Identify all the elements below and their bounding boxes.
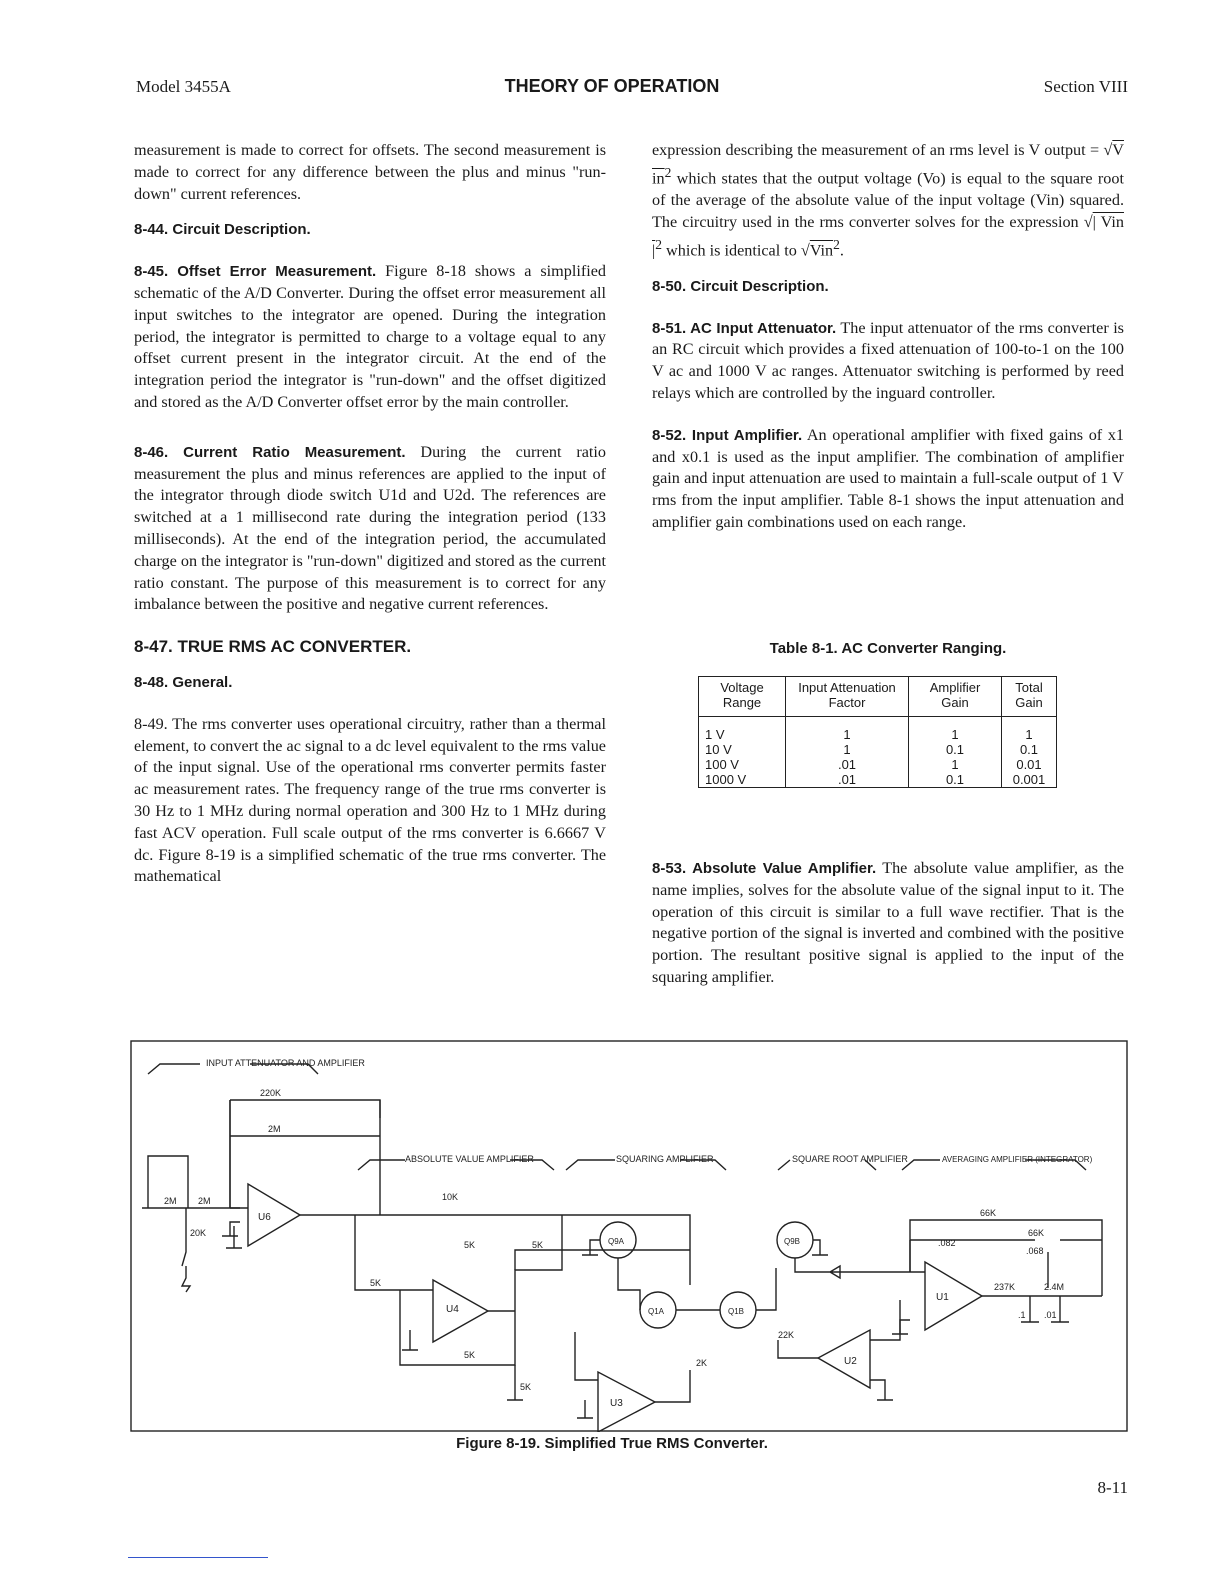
paragraph-expression: expression describing the measurement of an rms level is V output = √V $in^2$ which states that the output voltage (Vo) is equal to the square root of the average of the absolute value of the input voltage (Vin) squared. The circuitry used in the rms converter solves for the expression √| Vin $|^2$ which is identical to √Vin$^2$. xyxy=(652,141,1124,259)
cell: 100 V xyxy=(699,757,786,772)
label-r5k-b: 5K xyxy=(532,1240,544,1250)
table-row xyxy=(699,742,1057,757)
cell: 1 xyxy=(909,757,1002,772)
table-row xyxy=(699,757,1057,772)
cell: .01 xyxy=(786,757,909,772)
block-label-abs: ABSOLUTE VALUE AMPLIFIER xyxy=(405,1154,534,1164)
wire xyxy=(515,1215,562,1311)
ground xyxy=(582,1240,600,1255)
label-q9b: Q9B xyxy=(784,1237,801,1246)
sqrt-term: | Vin | xyxy=(652,212,1124,259)
cell: 1 xyxy=(909,717,1002,743)
header-section: Section VIII xyxy=(1043,77,1128,96)
heading-8-45: 8-45. Offset Error Measurement. xyxy=(134,263,377,281)
label-c068: .068 xyxy=(1026,1246,1044,1256)
table-caption: Table 8-1. AC Converter Ranging. xyxy=(769,640,1007,657)
ground xyxy=(812,1240,828,1255)
left-column xyxy=(134,140,606,888)
header-model: Model 3455A xyxy=(136,77,231,96)
paragraph-text: Figure 8-18 shows a simplified schematic of the A/D Converter. During the offset error measurement all input switches to the integrator are opened. During the integration period, the integrator is permitted to charge to a voltage equal to any offset current present in the integrator circuit. At the end of the integration period the integrator is "run-down" and the offset digitized and stored as the A/D Converter offset error by the main controller. xyxy=(134,262,607,411)
cell: 0.01 xyxy=(1002,757,1057,772)
label-r237k: 237K xyxy=(994,1282,1016,1292)
paragraph: measurement is made to correct for offsets. The second measurement is made to correct for any difference between the plus and minus "run-down" current references. xyxy=(134,141,606,203)
label-u4: U4 xyxy=(446,1304,459,1315)
paragraph-text: which states that the output voltage (Vo) is equal to the square root of the average of the absolute value of the input voltage (Vin) squared. The circuitry used in the rms converter solves for the expression xyxy=(652,169,1124,231)
cell: 1000 V xyxy=(699,772,786,788)
label-r2m-b: 2M xyxy=(198,1196,211,1206)
label-u2: U2 xyxy=(844,1356,857,1367)
paragraph-text: which is identical to xyxy=(662,240,801,259)
heading-8-48: 8-48. General. xyxy=(134,673,233,691)
block-label-input: INPUT ATTENUATOR AND AMPLIFIER xyxy=(206,1058,365,1068)
label-u6: U6 xyxy=(258,1212,271,1223)
right-column-lower xyxy=(652,858,1124,989)
label-r2m-a: 2M xyxy=(164,1196,177,1206)
label-r5k-c: 5K xyxy=(370,1278,382,1288)
label-r66k-a: 66K xyxy=(980,1208,997,1218)
label-r10k: 10K xyxy=(442,1192,459,1202)
label-c1: .1 xyxy=(1018,1310,1026,1320)
wire xyxy=(575,1332,690,1402)
page-number: 8-11 xyxy=(1097,1478,1128,1497)
opamp-u4 xyxy=(433,1280,488,1342)
col-header: Input Attenuation Factor xyxy=(786,677,909,717)
sqrt-term: Vin xyxy=(809,240,834,259)
table-row xyxy=(699,717,1057,743)
label-r5k-d: 5K xyxy=(464,1350,476,1360)
heading-8-50: 8-50. Circuit Description. xyxy=(652,277,829,295)
label-r20k: 20K xyxy=(190,1228,207,1238)
block-label-sqrt: SQUARE ROOT AMPLIFIER xyxy=(792,1154,908,1164)
label-r5k-e: 5K xyxy=(520,1382,532,1392)
paragraph-8-52 xyxy=(652,425,1124,534)
footer-rule xyxy=(128,1557,268,1558)
cell: 0.1 xyxy=(909,742,1002,757)
label-r22k: 22K xyxy=(778,1330,795,1340)
label-r220k: 220K xyxy=(260,1088,282,1098)
label-r5k-a: 5K xyxy=(464,1240,476,1250)
paragraph-8-53 xyxy=(652,858,1124,989)
heading-8-47: 8-47. TRUE RMS AC CONVERTER. xyxy=(134,637,412,657)
wire xyxy=(778,1300,900,1400)
paragraph-text: The input attenuator of the rms converter is an RC circuit which provides a fixed attenuation of 100-to-1 on the 100 V ac and 1000 V ac ranges. Attenuator switching is performed by reed relays which are controlled by the inguard controller. xyxy=(652,318,1124,402)
heading-8-52: 8-52. Input Amplifier. xyxy=(652,426,803,444)
label-r2m-fb: 2M xyxy=(268,1124,281,1134)
wire xyxy=(230,1100,248,1208)
col-header: Total Gain xyxy=(1002,677,1057,717)
schematic-figure xyxy=(130,1040,1130,1432)
ground xyxy=(892,1320,910,1334)
heading-8-51: 8-51. AC Input Attenuator. xyxy=(652,319,837,337)
paragraph-8-49: 8-49. The rms converter uses operational circuitry, rather than a thermal element, to convert the ac signal to a dc level equivalent to the rms value of the input signal. Use of the operational rms converter permits faster ac measurement rates. The frequency range of the true rms converter is 30 Hz to 1 MHz during normal operation and 300 Hz to 1 MHz during fast ACV operation. Full scale output of the rms converter is 6.6667 V dc. Figure 8-19 is a simplified schematic of the true rms converter. The mathematical xyxy=(134,714,606,886)
heading-8-44: 8-44. Circuit Description. xyxy=(134,221,311,239)
cell: 1 V xyxy=(699,717,786,743)
ground xyxy=(402,1330,418,1350)
cell: 10 V xyxy=(699,742,786,757)
paragraph-8-46 xyxy=(134,442,606,616)
ground xyxy=(226,1226,242,1248)
label-q1b: Q1B xyxy=(728,1307,745,1316)
wire xyxy=(222,1222,240,1236)
heading-8-53: 8-53. Absolute Value Amplifier. xyxy=(652,860,877,877)
diode-sqrt xyxy=(795,1258,920,1278)
wire-220k xyxy=(230,1100,380,1208)
label-c082: .082 xyxy=(938,1238,956,1248)
cell: 1 xyxy=(786,717,909,743)
cell: 0.1 xyxy=(909,772,1002,788)
block-label-avg: AVERAGING AMPLIFIER (INTEGRATOR) xyxy=(942,1155,1093,1164)
cell: 1 xyxy=(1002,717,1057,743)
opamp-u1 xyxy=(925,1262,982,1330)
label-r24m: 2.4M xyxy=(1044,1282,1065,1292)
paragraph-text: The absolute value amplifier, as the name implies, solves for the absolute value of the signal input to it. The operation of this circuit is similar to a full wave rectifier. That is the negative portion of the signal is inverted and combined with the positive portion. The resultant positive signal is applied to the input of the squaring amplifier. xyxy=(652,859,1124,986)
label-q1a: Q1A xyxy=(648,1307,665,1316)
ground xyxy=(577,1400,593,1418)
opamp-u6 xyxy=(248,1184,300,1246)
paragraph-text: expression describing the measurement of an rms level is V output = xyxy=(652,141,1104,159)
right-column xyxy=(652,140,1124,534)
label-c01: .01 xyxy=(1044,1310,1057,1320)
paragraph-text: . xyxy=(839,240,844,259)
label-r2k: 2K xyxy=(696,1358,708,1368)
header-title: THEORY OF OPERATION xyxy=(504,76,720,96)
opamp-u3 xyxy=(598,1372,655,1432)
sqrt-term: V in xyxy=(652,141,1124,188)
col-header: Voltage Range xyxy=(699,677,786,717)
block-label-square: SQUARING AMPLIFIER xyxy=(616,1154,714,1164)
paragraph-text: During the current ratio measurement the plus and minus references are applied to the input of the integrator through diode switch U1d and U2d. The references are switched at a 1 millisecond rate during the integration period (133 milliseconds). At the end of the integration period, the accumulated charge on the integrator is "run-down" digitized and stored as the current ratio constant. The purpose of this measurement is to correct for any imbalance between the positive and negative current references. xyxy=(134,442,606,614)
cell: 0.001 xyxy=(1002,772,1057,788)
wire xyxy=(515,1250,690,1270)
label-u1: U1 xyxy=(936,1292,949,1303)
paragraph-8-45 xyxy=(134,261,606,414)
cell: 1 xyxy=(786,742,909,757)
paragraph-text: An operational amplifier with fixed gains of x1 and x0.1 is used as the input amplifier. The combination of amplifier gain and input attenuation are used to maintain a full-scale output of 1 V rms from the input amplifier. Table 8-1 shows the input attenuation and amplifier gain combinations used on each range. xyxy=(652,425,1125,531)
ac-converter-ranging-table xyxy=(698,676,1057,788)
label-u3: U3 xyxy=(610,1398,623,1409)
cell: .01 xyxy=(786,772,909,788)
figure-caption: Figure 8-19. Simplified True RMS Converter. xyxy=(456,1435,768,1452)
label-r66k-b: 66K xyxy=(1028,1228,1045,1238)
table-row xyxy=(699,772,1057,788)
col-header: Amplifier Gain xyxy=(909,677,1002,717)
switch-ground xyxy=(182,1238,190,1292)
heading-8-46: 8-46. Current Ratio Measurement. xyxy=(134,443,406,461)
label-q9a: Q9A xyxy=(608,1237,625,1246)
cell: 0.1 xyxy=(1002,742,1057,757)
paragraph-8-51 xyxy=(652,318,1124,405)
